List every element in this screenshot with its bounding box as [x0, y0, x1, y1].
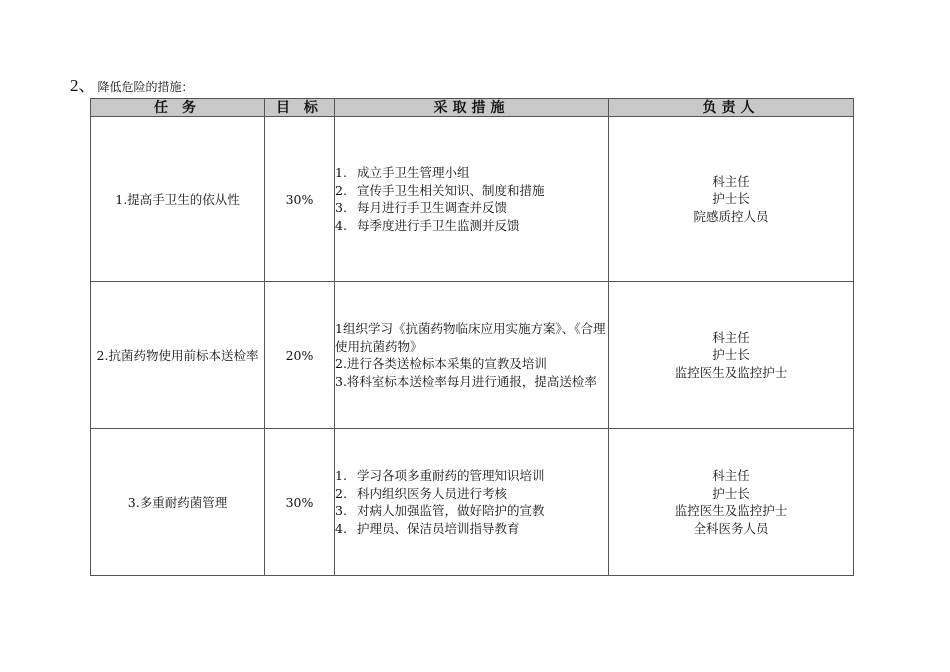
owner-line: 监控医生及监控护士: [674, 364, 788, 380]
owner-line: 护士长: [712, 485, 750, 501]
owner-line: 监控医生及监控护士: [674, 503, 788, 518]
owner-line: 护士长: [712, 191, 750, 207]
measures-cell: [335, 117, 609, 282]
list-item: [335, 485, 608, 503]
task-cell: 2.抗菌药物使用前标本送检率: [91, 282, 265, 429]
owner-cell: [609, 282, 854, 429]
table-row: [91, 429, 854, 576]
list-item-number: 1.: [335, 468, 347, 483]
section-number: 2、: [70, 76, 96, 95]
owner-cell: [609, 117, 854, 282]
table-row: [91, 117, 854, 282]
owner-line: 科主任: [712, 468, 750, 483]
header-owner: 负责人: [609, 99, 854, 117]
list-item-text: 宣传手卫生相关知识、制度和措施: [357, 182, 545, 198]
owner-line: 科主任: [712, 173, 750, 189]
list-item: [335, 520, 608, 538]
section-heading: [70, 71, 194, 96]
measure-paragraph: 2.进行各类送检标本采集的宣教及培训: [335, 356, 547, 371]
list-item-text: 护理员、保洁员培训指导教育: [357, 520, 520, 536]
list-item: [335, 182, 608, 200]
list-item-number: 4.: [335, 520, 347, 536]
list-item-text: 对病人加强监管，做好陪护的宣教: [357, 503, 545, 518]
header-task: 任 务: [91, 99, 265, 117]
measures-list: [335, 467, 608, 537]
list-item: [335, 164, 608, 182]
owner-line: 科主任: [712, 329, 750, 345]
owner-cell: [609, 429, 854, 576]
list-item-number: 3.: [335, 503, 347, 518]
owner-line: 护士长: [712, 347, 750, 363]
measures-cell: [335, 282, 609, 429]
table-row: [91, 282, 854, 429]
list-item-text: 每季度进行手卫生监测并反馈: [357, 217, 520, 233]
list-item-text: 每月进行手卫生调查并反馈: [357, 200, 508, 215]
list-item-text: 学习各项多重耐药的管理知识培训: [357, 468, 545, 483]
owner-line: 院感质控人员: [693, 208, 769, 224]
task-cell: 1.提高手卫生的依从性: [91, 117, 265, 282]
list-item: [335, 502, 608, 520]
list-item: [335, 467, 608, 485]
list-item: [335, 217, 608, 235]
list-item: [335, 199, 608, 217]
header-measures: 采取措施: [335, 99, 609, 117]
target-cell: 30%: [265, 117, 335, 282]
measure-paragraph: 1组织学习《抗菌药物临床应用实施方案》、《合理使用抗菌药物》: [335, 321, 606, 354]
measures-list: [335, 164, 608, 234]
list-item-number: 4.: [335, 217, 347, 233]
list-item-text: 成立手卫生管理小组: [357, 165, 470, 180]
list-item-number: 2.: [335, 485, 347, 501]
risk-measures-table: [90, 98, 854, 576]
header-target: 目 标: [265, 99, 335, 117]
list-item-number: 1.: [335, 165, 347, 180]
target-cell: 20%: [265, 282, 335, 429]
target-cell: 30%: [265, 429, 335, 576]
list-item-number: 2.: [335, 182, 347, 198]
measures-cell: [335, 429, 609, 576]
owner-line: 全科医务人员: [693, 520, 769, 536]
table-header-row: [91, 99, 854, 117]
task-cell: 3.多重耐药菌管理: [91, 429, 265, 576]
list-item-text: 科内组织医务人员进行考核: [357, 485, 508, 501]
section-title: 降低危险的措施：: [97, 80, 194, 94]
measure-paragraph: 3.将科室标本送检率每月进行通报，提高送检率: [335, 373, 597, 389]
list-item-number: 3.: [335, 200, 347, 215]
